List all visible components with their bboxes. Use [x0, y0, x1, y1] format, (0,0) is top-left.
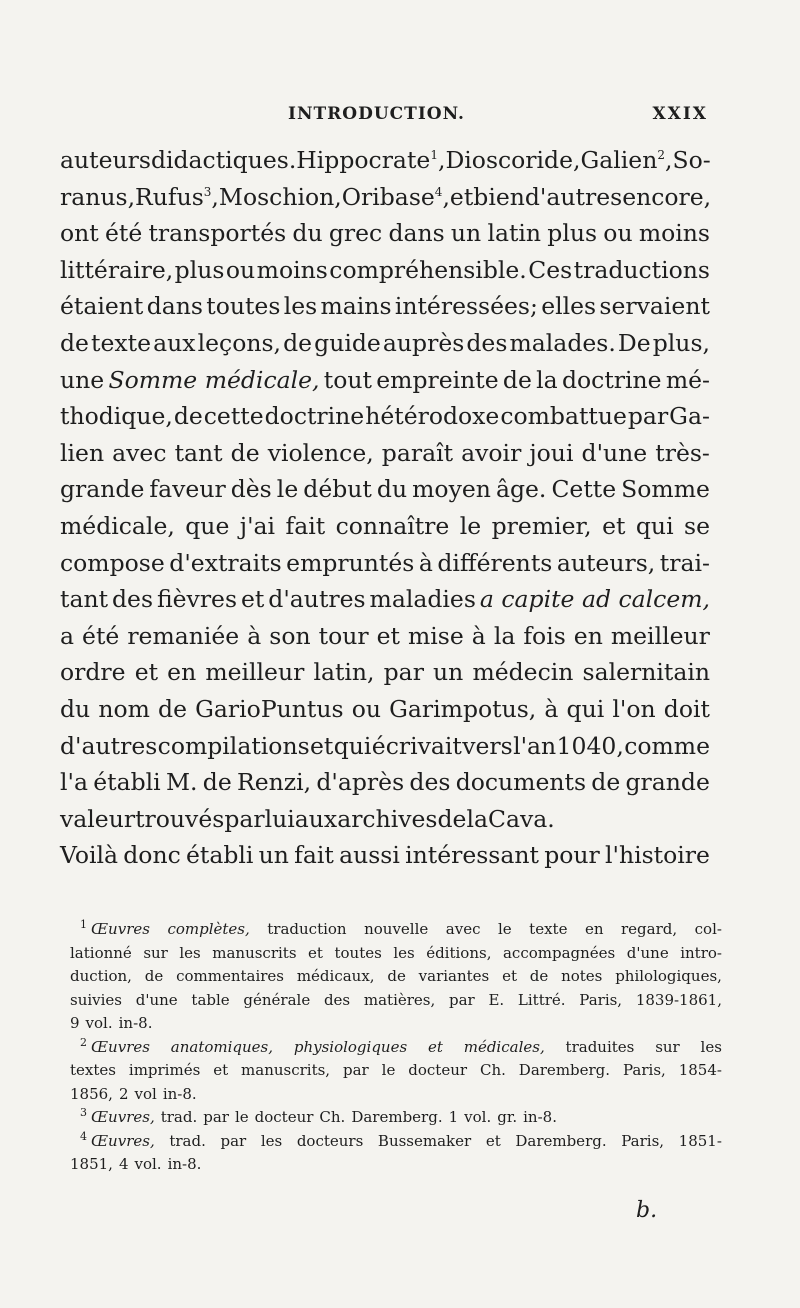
footnote-line: $^2$ Œuvres anatomiques, physiologiques et médicales, traduites sur les: [80, 1035, 722, 1056]
footnote-line: lationné sur les manuscrits et toutes les éditions, accompagnées d'une intro-: [70, 943, 722, 962]
footnote-line: 1851, 4 vol. in-8.: [70, 1155, 202, 1173]
body-line: du nom de GarioPuntus ou Garimpotus, à qui l'on doit: [60, 694, 710, 723]
footnote-number: 2: [80, 1035, 87, 1049]
running-header: [60, 100, 708, 132]
body-line: d'autres compilations et qui écrivait vers l'an 1040, comme: [60, 731, 710, 760]
footnote-line: suivies d'une table générale des matières, par E. Littré. Paris, 1839-1861,: [70, 990, 722, 1009]
body-line: Voilà donc établi un fait aussi intéressant pour l'histoire: [60, 841, 710, 870]
page-number: XXIX: [652, 104, 708, 124]
footnote-line: textes imprimés et manuscrits, par le docteur Ch. Daremberg. Paris, 1854-: [70, 1061, 722, 1079]
footnote-line: 1856, 2 vol in-8.: [70, 1084, 197, 1103]
body-line: thodique, de cette doctrine hétérodoxe combattue par Ga-: [60, 402, 710, 431]
body-line: étaient dans toutes les mains intéressées; elles servaient: [60, 292, 710, 321]
body-line: une Somme médicale, tout empreinte de la doctrine mé-: [60, 365, 710, 394]
signature-mark: b.: [636, 1198, 658, 1223]
body-line: ordre et en meilleur latin, par un médecin salernitain: [60, 658, 710, 687]
body-text: [60, 142, 710, 874]
body-line: ranus, Rufus $^3$, Moschion, Oribase $^4$, et bien d'autres encore,: [60, 182, 712, 211]
body-line: compose d'extraits empruntés à différents auteurs, trai-: [60, 548, 710, 577]
footnote-number: 4: [80, 1129, 87, 1143]
footnote-number: 3: [80, 1106, 87, 1119]
body-line: ont été transportés du grec dans un latin plus ou moins: [60, 219, 710, 248]
body-line: littéraire, plus ou moins compréhensible. Ces traductions: [60, 255, 710, 284]
footnote-line: $^1$ Œuvres complètes, traduction nouvelle avec le texte en regard, col-: [80, 918, 722, 938]
body-line: de texte aux leçons, de guide auprès des malades. De plus,: [60, 328, 710, 357]
body-line: médicale, que j'ai fait connaître le premier, et qui se: [60, 511, 710, 540]
body-line: lien avec tant de violence, paraît avoir joui d'une très-: [60, 438, 710, 467]
footnote-line: $^3$ Œuvres, trad. par le docteur Ch. Daremberg. 1 vol. gr. in-8.: [80, 1106, 557, 1126]
body-line: a été remaniée à son tour et mise à la fois en meilleur: [60, 621, 710, 650]
body-line: l'a établi M. de Renzi, d'après des documents de grande: [60, 768, 710, 797]
body-line: grande faveur dès le début du moyen âge. Cette Somme: [60, 475, 710, 504]
body-line: auteurs didactiques. Hippocrate $^1$, Dioscoride, Galien $^2$, So-: [60, 146, 711, 174]
running-title: INTRODUCTION.: [288, 104, 465, 124]
body-line: tant des fièvres et d'autres maladies a capite ad calcem,: [60, 585, 710, 614]
footnote-line: duction, de commentaires médicaux, de variantes et de notes philologiques,: [70, 967, 722, 985]
footnote-number: 1: [80, 918, 87, 931]
footnotes: [70, 918, 722, 1177]
footnote-line: 9 vol. in-8.: [70, 1014, 153, 1032]
footnote-line: $^4$ Œuvres, trad. par les docteurs Bussemaker et Daremberg. Paris, 1851-: [80, 1129, 722, 1150]
body-line: valeur trouvés par lui aux archives de la Cava.: [60, 804, 555, 833]
